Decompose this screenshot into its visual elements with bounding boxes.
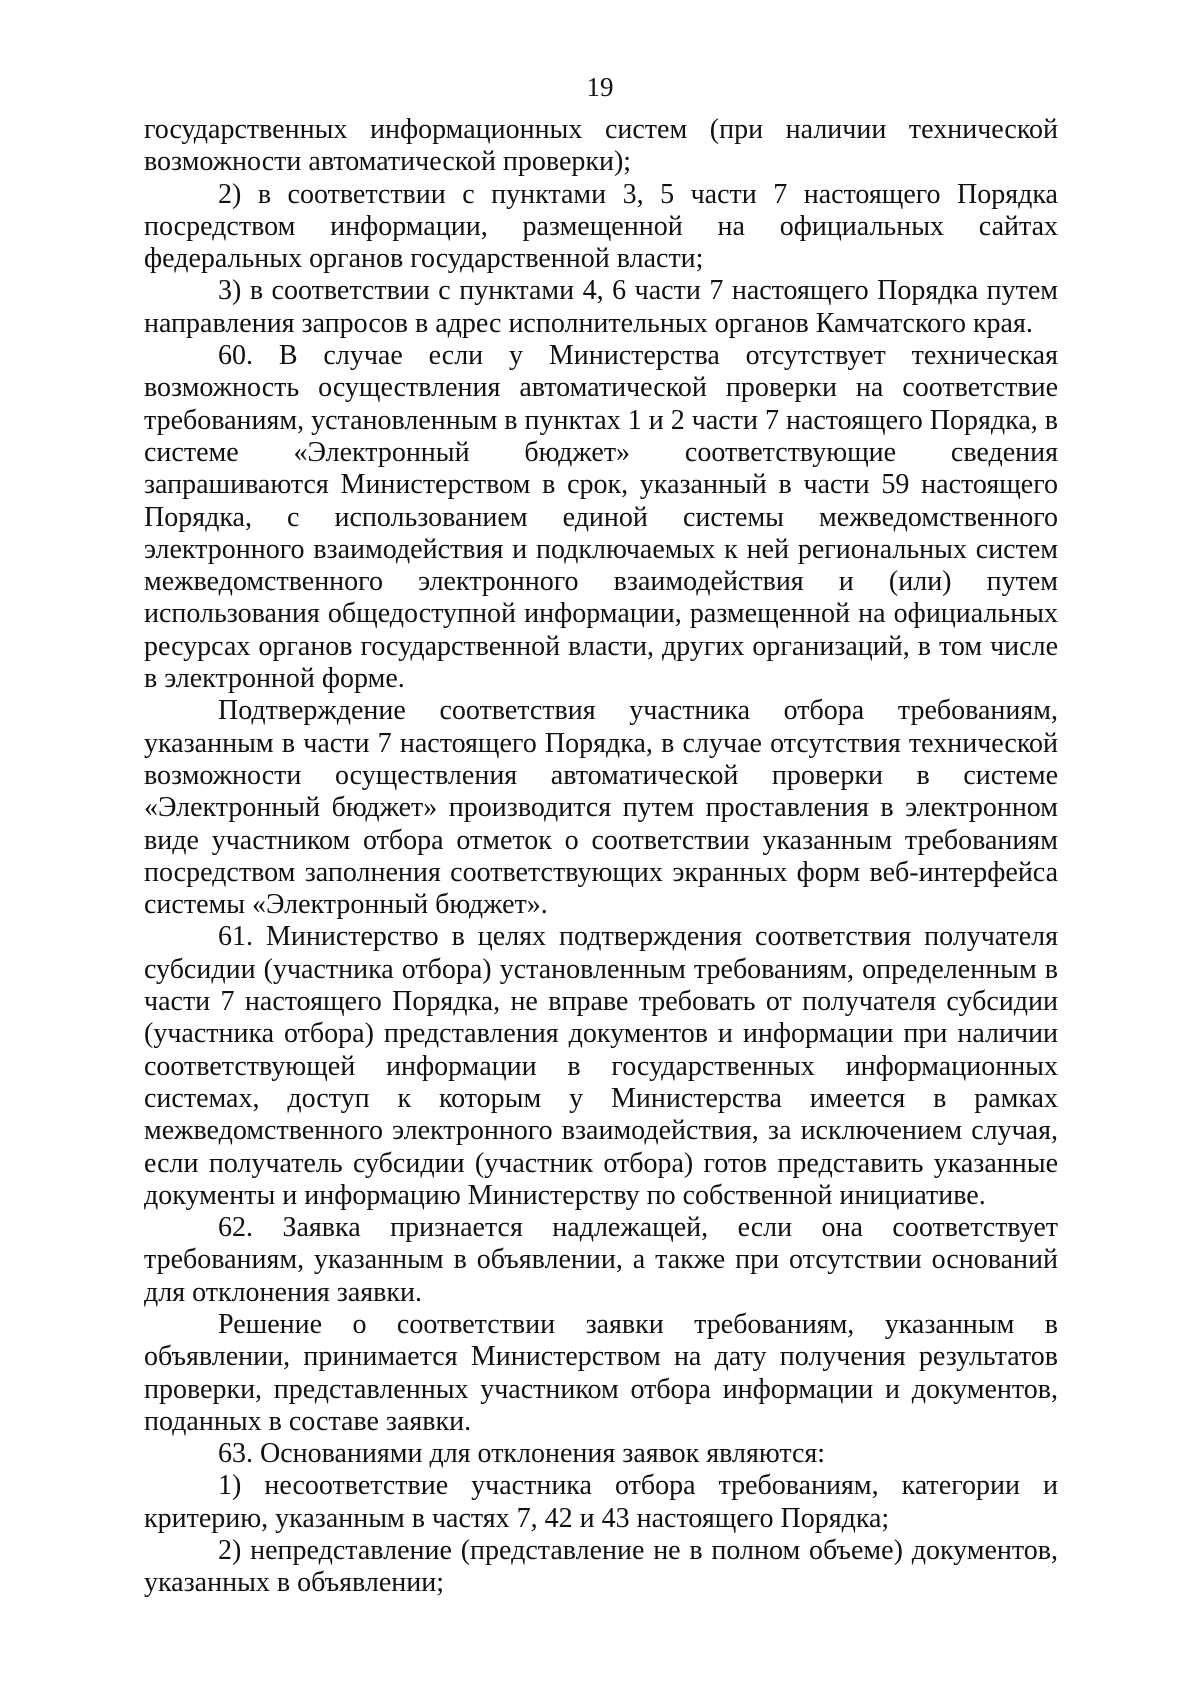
paragraph-clause-61: 61. Министерство в целях подтверждения соответствия получателя субсидии (участника отбора) установленным требованиям, определенным в части 7 настоящего Порядка, не вправе требовать от получателя субсидии (участника отбора) представления документов и информации при наличии соответствующей информации в государственных информационных системах, доступ к которым у Министерства имеется в рамках межведомственного электронного взаимодействия, за исключением случая, если получатель субсидии (участник отбора) готов представить указанные документы и информацию Министерству по собственной инициативе. <box>144 921 1058 1211</box>
paragraph-continuation: государственных информационных систем (при наличии технической возможности автоматической проверки); <box>144 114 1058 178</box>
paragraph-item-3: 3) в соответствии с пунктами 4, 6 части 7 настоящего Порядка путем направления запросов в адрес исполнительных органов Камчатского края. <box>144 275 1058 339</box>
paragraph-clause-60: 60. В случае если у Министерства отсутствует техническая возможность осуществления автоматической проверки на соответствие требованиям, установленным в пунктах 1 и 2 части 7 настоящего Порядка, в системе «Электронный бюджет» соответствующие сведения запрашиваются Министерством в срок, указанный в части 59 настоящего Порядка, с использованием единой системы межведомственного электронного взаимодействия и подключаемых к ней региональных систем межведомственного электронного взаимодействия и (или) путем использования общедоступной информации, размещенной на официальных ресурсах органов государственной власти, других организаций, в том числе в электронной форме. <box>144 340 1058 695</box>
paragraph-decision: Решение о соответствии заявки требованиям, указанным в объявлении, принимается Министерством на дату получения результатов проверки, представленных участником отбора информации и документов, поданных в составе заявки. <box>144 1308 1058 1437</box>
paragraph-item-2: 2) в соответствии с пунктами 3, 5 части 7 настоящего Порядка посредством информации, размещенной на официальных сайтах федеральных органов государственной власти; <box>144 178 1058 275</box>
paragraph-clause-63: 63. Основаниями для отклонения заявок являются: <box>218 1438 826 1470</box>
page-number: 19 <box>586 72 614 102</box>
paragraph-reason-1: 1) несоответствие участника отбора требованиям, категории и критерию, указанным в частях 7, 42 и 43 настоящего Порядка; <box>144 1470 1058 1534</box>
paragraph-reason-2: 2) непредставление (представление не в полном объеме) документов, указанных в объявлении; <box>144 1535 1058 1599</box>
paragraph-confirmation: Подтверждение соответствия участника отбора требованиям, указанным в части 7 настоящего Порядка, в случае отсутствия технической возможности осуществления автоматической проверки в системе «Электронный бюджет» производится путем проставления в электронном виде участником отбора отметок о соответствии указанным требованиям посредством заполнения соответствующих экранных форм веб-интерфейса системы «Электронный бюджет». <box>144 695 1058 921</box>
document-body <box>144 114 1058 1600</box>
paragraph-clause-62: 62. Заявка признается надлежащей, если она соответствует требованиям, указанным в объявлении, а также при отсутствии оснований для отклонения заявки. <box>144 1212 1058 1308</box>
